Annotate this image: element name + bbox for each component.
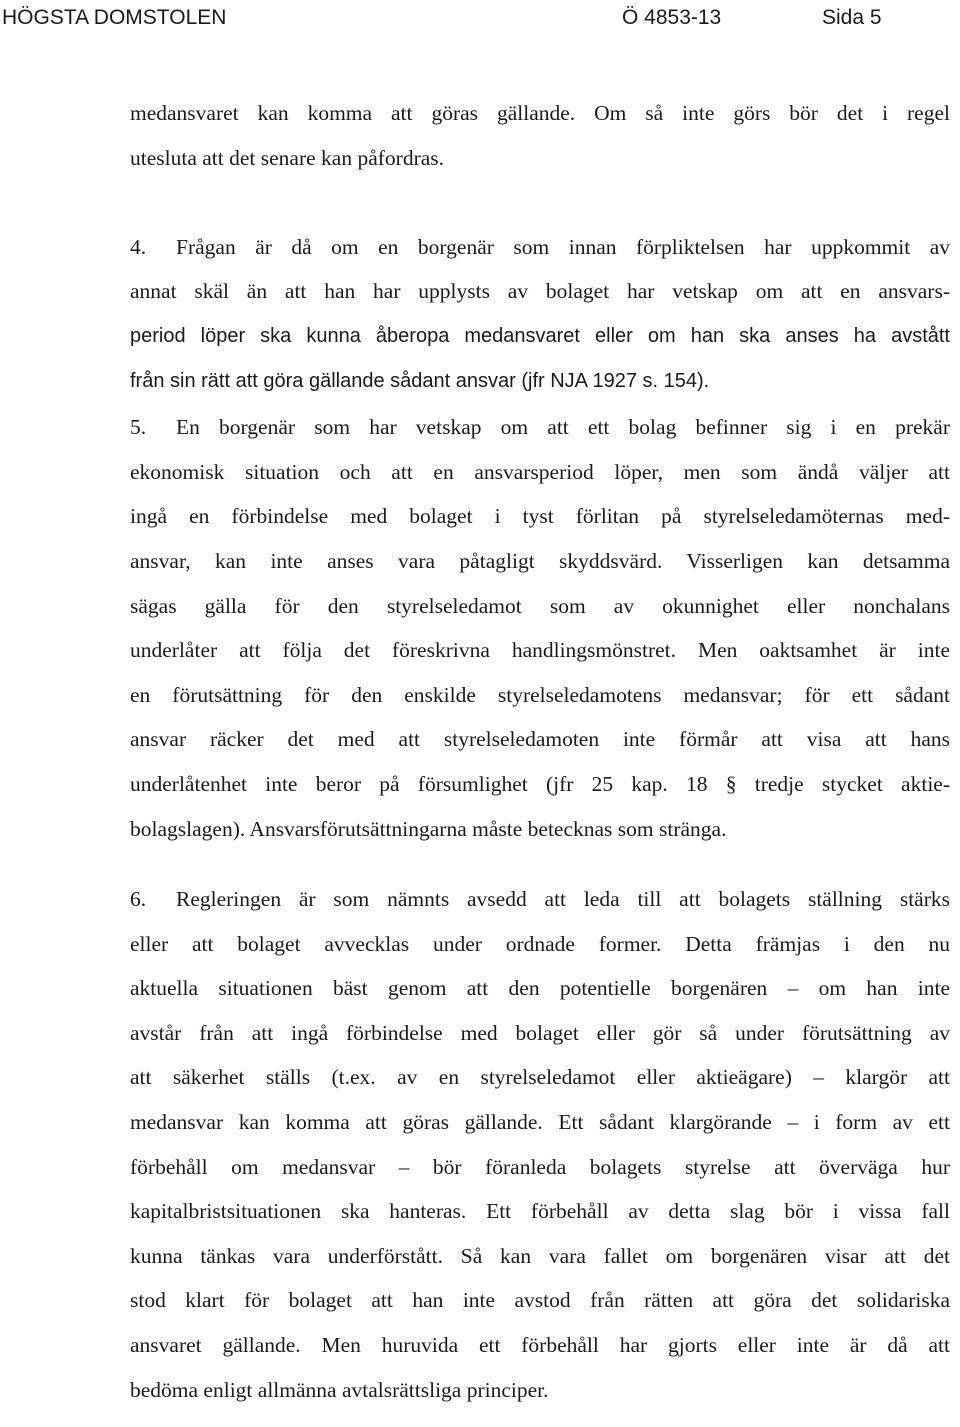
text-line: bolagslagen). Ansvarsförutsättningarna måste betecknas som stränga. <box>130 816 727 841</box>
text-line: underlåtenhet inte beror på försumlighet (jfr 25 kap. 18 § tredje stycket aktie- <box>130 771 950 796</box>
text-line: kapitalbristsituationen ska hanteras. Ett förbehåll av detta slag bör i vissa fall <box>130 1199 950 1224</box>
text-line: ekonomisk situation och att en ansvarsperiod löper, men som ändå väljer att <box>130 459 950 484</box>
paragraph-6 <box>130 877 950 1412</box>
text-line: underlåter att följa det föreskrivna handlingsmönstret. Men oaktsamhet är inte <box>130 638 950 663</box>
text-line: utesluta att det senare kan påfordras. <box>130 145 445 170</box>
text-line: avstår från att ingå förbindelse med bolaget eller gör så under förutsättning av <box>130 1020 950 1045</box>
text-line: ansvar, kan inte anses vara påtagligt skyddsvärd. Visserligen kan detsamma <box>130 548 950 573</box>
document-body <box>130 91 950 1412</box>
text-line: eller att bolaget avvecklas under ordnade former. Detta främjas i den nu <box>130 931 950 956</box>
text-line: kunna tänkas vara underförstått. Så kan vara fallet om borgenären visar att det <box>130 1243 950 1268</box>
text-line: från sin rätt att göra gällande sådant ansvar (jfr NJA 1927 s. 154). <box>130 369 710 392</box>
text-line-first <box>130 877 950 922</box>
text-line: annat skäl än att han har upplysts av bolaget har vetskap om att en ansvars- <box>130 279 950 304</box>
text-line: medansvaret kan komma att göras gällande. Om så inte görs bör det i regel <box>130 101 950 125</box>
case-number: Ö 4853-13 <box>622 6 722 29</box>
paragraph-number: 5. <box>130 415 147 440</box>
text-line: aktuella situationen bäst genom att den potentielle borgenären – om han inte <box>130 976 950 1001</box>
paragraph-number: 4. <box>130 234 147 259</box>
text-line: Frågan är då om en borgenär som innan förpliktelsen har uppkommit av <box>176 234 950 259</box>
court-name: HÖGSTA DOMSTOLEN <box>2 6 227 29</box>
paragraph-5 <box>130 405 950 851</box>
text-line: sägas gälla för den styrelseledamot som av okunnighet eller nonchalans <box>130 593 950 618</box>
text-line-first <box>130 405 950 450</box>
paragraph-4 <box>130 225 950 403</box>
page-number: Sida 5 <box>822 6 882 29</box>
text-line: ansvaret gällande. Men huruvida ett förbehåll har gjorts eller inte är då att <box>130 1333 950 1358</box>
text-line: förbehåll om medansvar – bör föranleda bolagets styrelse att överväga hur <box>130 1154 950 1179</box>
text-line: stod klart för bolaget att han inte avstod från rätten att göra det solidariska <box>130 1288 950 1313</box>
page-header <box>0 4 960 32</box>
text-line: ansvar räcker det med att styrelseledamoten inte förmår att visa att hans <box>130 727 950 752</box>
text-line: En borgenär som har vetskap om att ett bolag befinner sig i en prekär <box>176 415 950 440</box>
text-line: Regleringen är som nämnts avsedd att leda till att bolagets ställning stärks <box>176 887 950 912</box>
text-line: en förutsättning för den enskilde styrelseledamotens medansvar; för ett sådant <box>130 682 950 707</box>
text-line: att säkerhet ställs (t.ex. av en styrelseledamot eller aktieägare) – klargör att <box>130 1065 950 1090</box>
text-line: bedöma enligt allmänna avtalsrättsliga principer. <box>130 1377 549 1402</box>
paragraph-number: 6. <box>130 887 147 912</box>
text-line: ingå en förbindelse med bolaget i tyst förlitan på styrelseledamöternas med- <box>130 504 950 529</box>
text-line-first <box>130 225 950 270</box>
text-line: medansvar kan komma att göras gällande. Ett sådant klargörande – i form av ett <box>130 1110 950 1135</box>
paragraph-intro <box>130 91 950 180</box>
text-line: period löper ska kunna åberopa medansvaret eller om han ska anses ha avstått <box>130 324 950 347</box>
